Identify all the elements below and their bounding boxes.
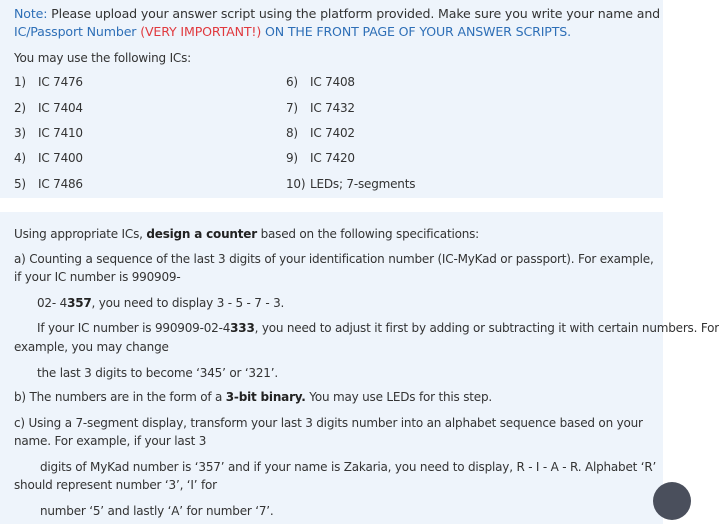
ic-item-number: 8): [286, 126, 298, 140]
ic-item-number: 9): [286, 151, 298, 165]
ic-item-4: [14, 151, 83, 165]
ic-item-name: IC 7476: [38, 75, 83, 89]
ic-item-number: 2): [14, 101, 26, 115]
binary-emphasis: 3-bit binary.: [225, 390, 306, 404]
ic-item-name: IC 7404: [38, 101, 83, 115]
digits-emphasis: 357: [67, 296, 92, 310]
spec-a-line-5: example, you may change: [14, 340, 169, 354]
ic-item-name: LEDs; 7-segments: [310, 177, 416, 191]
ic-item-number: 4): [14, 151, 26, 165]
ic-item-name: IC 7400: [38, 151, 83, 165]
spec-a-text-end: , you need to display 3 - 5 - 7 - 3.: [91, 296, 285, 310]
spec-a-text-4: If your IC number is 990909-02-4: [37, 321, 231, 335]
design-counter-emphasis: design a counter: [146, 227, 257, 241]
ic-item-number: 1): [14, 75, 26, 89]
spec-a-line-2: if your IC number is 990909-: [14, 270, 181, 284]
ic-item-10: [286, 177, 416, 191]
spec-a-line-3: [37, 296, 284, 310]
ic-item-number: 3): [14, 126, 26, 140]
spec-c-line-4: should represent number ‘3’, ‘I’ for: [14, 478, 217, 492]
ic-item-number: 5): [14, 177, 26, 191]
note-line-2: [14, 24, 571, 39]
ic-item-number: 6): [286, 75, 298, 89]
ic-item-name: IC 7432: [310, 101, 355, 115]
spec-c-line-2: name. For example, if your last 3: [14, 434, 207, 448]
ic-item-3: [14, 126, 83, 140]
ic-item-2: [14, 101, 83, 115]
important-warning: (VERY IMPORTANT!): [140, 24, 262, 39]
spec-b-text-end: You may use LEDs for this step.: [305, 390, 492, 404]
note-text-1: Please upload your answer script using the platform provided. Make sure you write your name and: [47, 6, 661, 21]
note-label: Note:: [14, 6, 48, 21]
spec-a-line-4: [37, 321, 719, 335]
ic-item-7: [286, 101, 355, 115]
spec-a-line-1: a) Counting a sequence of the last 3 digits of your identification number (IC-MyKad or passport). For example,: [14, 252, 654, 266]
floating-action-button[interactable]: [653, 482, 691, 520]
note-text-2b: ON THE FRONT PAGE OF YOUR ANSWER SCRIPTS.: [261, 24, 571, 39]
note-text-2a: IC/Passport Number: [14, 24, 141, 39]
ic-item-6: [286, 75, 355, 89]
ic-item-name: IC 7420: [310, 151, 355, 165]
ic-item-number: 7): [286, 101, 298, 115]
note-line-1: [14, 6, 660, 21]
ic-item-name: IC 7486: [38, 177, 83, 191]
spec-b: [14, 390, 492, 404]
ic-list-intro: You may use the following ICs:: [14, 51, 191, 65]
task-intro: [14, 227, 479, 241]
spec-c-line-1: c) Using a 7-segment display, transform your last 3 digits number into an alphabet sequence based on your: [14, 416, 643, 430]
spec-c-line-5: number ‘5’ and lastly ‘A’ for number ‘7’.: [40, 504, 274, 518]
task-panel: [0, 212, 719, 524]
spec-a-text-4-end: , you need to adjust it first by adding or subtracting it with certain numbers. For: [254, 321, 719, 335]
spec-b-text: b) The numbers are in the form of a: [14, 390, 226, 404]
ic-item-name: IC 7402: [310, 126, 355, 140]
spec-a-line-6: the last 3 digits to become ‘345’ or ‘321’.: [37, 366, 278, 380]
ic-item-8: [286, 126, 355, 140]
ic-item-5: [14, 177, 83, 191]
digits-emphasis-2: 333: [230, 321, 255, 335]
spec-a-text: 02- 4: [37, 296, 68, 310]
task-intro-text-end: based on the following specifications:: [256, 227, 480, 241]
ic-item-name: IC 7408: [310, 75, 355, 89]
note-panel: [0, 0, 663, 198]
ic-item-1: [14, 75, 83, 89]
ic-item-name: IC 7410: [38, 126, 83, 140]
task-intro-text: Using appropriate ICs,: [14, 227, 147, 241]
ic-item-9: [286, 151, 355, 165]
spec-c-line-3: digits of MyKad number is ‘357’ and if your name is Zakaria, you need to display, R - I - A - R. Alphabet ‘R’: [40, 460, 657, 474]
ic-item-number: 10): [286, 177, 306, 191]
